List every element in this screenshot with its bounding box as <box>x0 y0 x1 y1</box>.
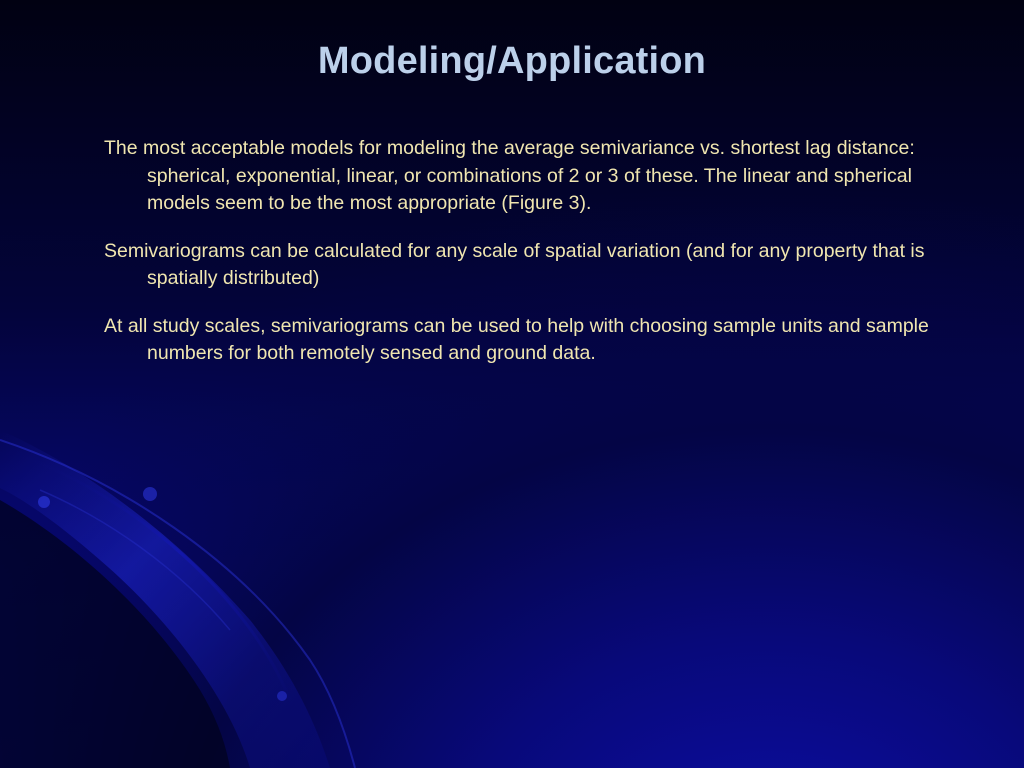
bullet-paragraph-1: The most acceptable models for modeling the average semivariance vs. shortest lag distance: spherical, exponential, linear, or combinations of 2 or 3 of these. The linear and spherical models seem to be the most appropriate (Figure 3). <box>104 137 915 214</box>
swoosh-dot-2 <box>143 487 157 501</box>
swoosh-dot-3 <box>277 691 287 701</box>
slide-title: Modeling/Application <box>317 40 707 82</box>
bullet-paragraph-2: Semivariograms can be calculated for any scale of spatial variation (and for any property that is spatially distributed) <box>104 239 925 289</box>
swoosh-dot-1 <box>38 496 50 508</box>
slide-body <box>104 135 934 388</box>
bullet-paragraph-3: At all study scales, semivariograms can be used to help with choosing sample units and sample numbers for both remotely sensed and ground data. <box>104 314 929 364</box>
